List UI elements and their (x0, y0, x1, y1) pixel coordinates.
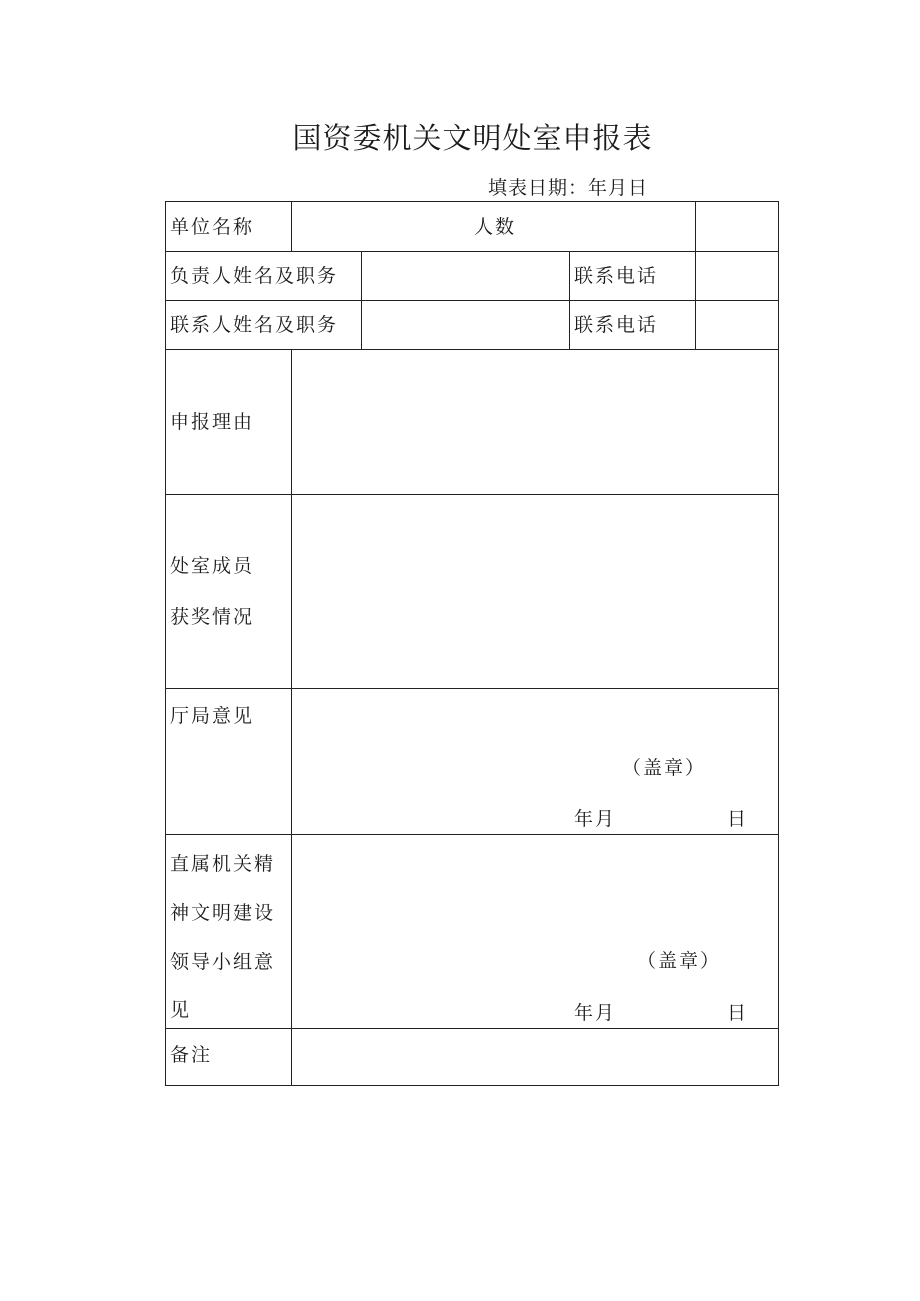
bureau-opinion-label: 厅局意见 (170, 705, 255, 727)
fill-date-label: 填表日期：年月日 (488, 177, 649, 199)
leading-group-label-line4: 见 (170, 999, 192, 1021)
leader-phone-label: 联系电话 (574, 265, 659, 287)
leading-group-seal-text: （盖章） (637, 950, 722, 972)
row-divider (165, 494, 779, 495)
row-divider (165, 834, 779, 835)
contact-name-title-label: 联系人姓名及职务 (170, 314, 339, 336)
row-divider (165, 1028, 779, 1029)
row-divider (165, 688, 779, 689)
member-awards-label-line2: 获奖情况 (170, 606, 255, 628)
remarks-label: 备注 (170, 1044, 213, 1066)
member-awards-label-line1: 处室成员 (170, 555, 255, 577)
form-title: 国资委机关文明处室申报表 (292, 121, 653, 155)
contact-phone-label: 联系电话 (574, 314, 659, 336)
leading-group-label-line3: 领导小组意 (170, 951, 276, 973)
leader-name-title-label: 负责人姓名及职务 (170, 265, 339, 287)
column-divider (569, 251, 570, 349)
column-divider (361, 251, 362, 349)
unit-name-label: 单位名称 (170, 216, 255, 238)
leading-group-date-day: 日 (727, 1002, 749, 1024)
leading-group-label-line2: 神文明建设 (170, 902, 276, 924)
column-divider (695, 201, 696, 349)
column-divider (291, 201, 292, 251)
row-divider (165, 300, 779, 301)
column-divider (291, 349, 292, 1086)
application-reason-label: 申报理由 (170, 411, 255, 433)
bureau-seal-text: （盖章） (622, 757, 707, 779)
bureau-date-year-month: 年月 (574, 808, 617, 830)
row-divider (165, 251, 779, 252)
leading-group-date-year-month: 年月 (574, 1002, 617, 1024)
bureau-date-day: 日 (727, 808, 749, 830)
leading-group-label-line1: 直属机关精 (170, 853, 276, 875)
row-divider (165, 349, 779, 350)
headcount-label: 人数 (474, 216, 517, 238)
